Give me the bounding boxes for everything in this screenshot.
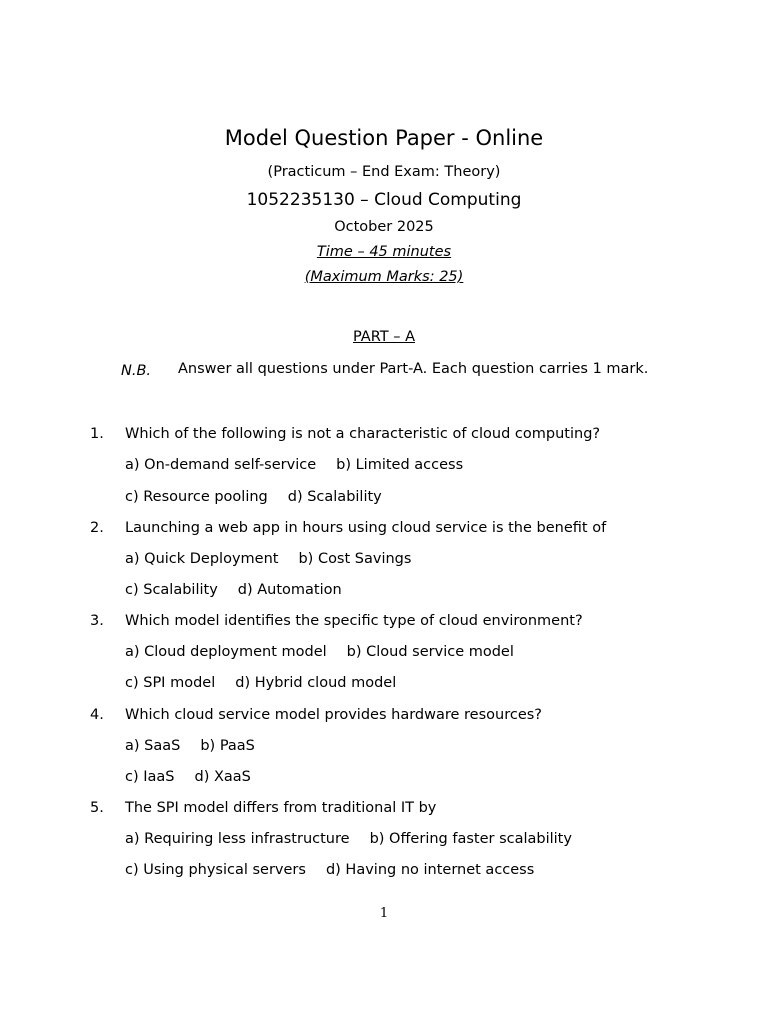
- option-row: [125, 551, 411, 567]
- exam-date: October 2025: [334, 219, 434, 235]
- paper-title: Model Question Paper - Online: [224, 126, 544, 150]
- option-row: [125, 489, 382, 505]
- option-row: [125, 457, 463, 473]
- question-number: 3.: [90, 613, 104, 629]
- course-code-title: 1052235130 – Cloud Computing: [246, 190, 522, 210]
- question-text: Which cloud service model provides hardware resources?: [125, 707, 542, 723]
- question-text: Launching a web app in hours using cloud service is the benefit of: [125, 520, 607, 536]
- option-a: a) Quick Deployment: [125, 551, 279, 567]
- maximum-marks-text: (Maximum Marks: 25): [304, 269, 464, 285]
- option-a: a) On-demand self-service: [125, 457, 317, 473]
- question-number: 1.: [90, 426, 104, 442]
- option-b: b) PaaS: [200, 738, 255, 754]
- option-row: [125, 769, 251, 785]
- option-row: [125, 738, 255, 754]
- question-number: 4.: [90, 707, 104, 723]
- option-a: a) Requiring less infrastructure: [125, 831, 350, 847]
- exam-duration-text: Time – 45 minutes: [316, 244, 452, 260]
- exam-duration: [0, 244, 768, 260]
- question-text: Which model identifies the specific type of cloud environment?: [125, 613, 583, 629]
- option-c: c) Using physical servers: [125, 862, 306, 878]
- part-heading: [0, 329, 768, 345]
- option-row: [125, 644, 514, 660]
- option-b: b) Offering faster scalability: [369, 831, 572, 847]
- option-a: a) SaaS: [125, 738, 181, 754]
- page-number: 1: [379, 906, 389, 921]
- option-d: d) Hybrid cloud model: [235, 675, 397, 691]
- option-c: c) SPI model: [125, 675, 216, 691]
- option-b: b) Limited access: [336, 457, 464, 473]
- option-row: [125, 831, 572, 847]
- option-b: b) Cloud service model: [346, 644, 514, 660]
- option-c: c) IaaS: [125, 769, 175, 785]
- option-a: a) Cloud deployment model: [125, 644, 327, 660]
- question-number: 2.: [90, 520, 104, 536]
- exam-type: (Practicum – End Exam: Theory): [267, 164, 501, 180]
- option-d: d) XaaS: [194, 769, 251, 785]
- option-d: d) Scalability: [287, 489, 382, 505]
- nb-label: N.B.: [121, 363, 152, 379]
- option-c: c) Scalability: [125, 582, 218, 598]
- option-d: d) Having no internet access: [325, 862, 535, 878]
- option-row: [125, 862, 534, 878]
- question-text: The SPI model differs from traditional IT by: [125, 800, 437, 816]
- option-row: [125, 582, 342, 598]
- option-b: b) Cost Savings: [298, 551, 412, 567]
- question-number: 5.: [90, 800, 104, 816]
- part-heading-text: PART – A: [352, 329, 415, 345]
- option-c: c) Resource pooling: [125, 489, 268, 505]
- question-text: Which of the following is not a characteristic of cloud computing?: [125, 426, 601, 442]
- option-d: d) Automation: [237, 582, 342, 598]
- option-row: [125, 675, 396, 691]
- nb-instruction: Answer all questions under Part-A. Each question carries 1 mark.: [178, 361, 649, 377]
- maximum-marks: [0, 269, 768, 285]
